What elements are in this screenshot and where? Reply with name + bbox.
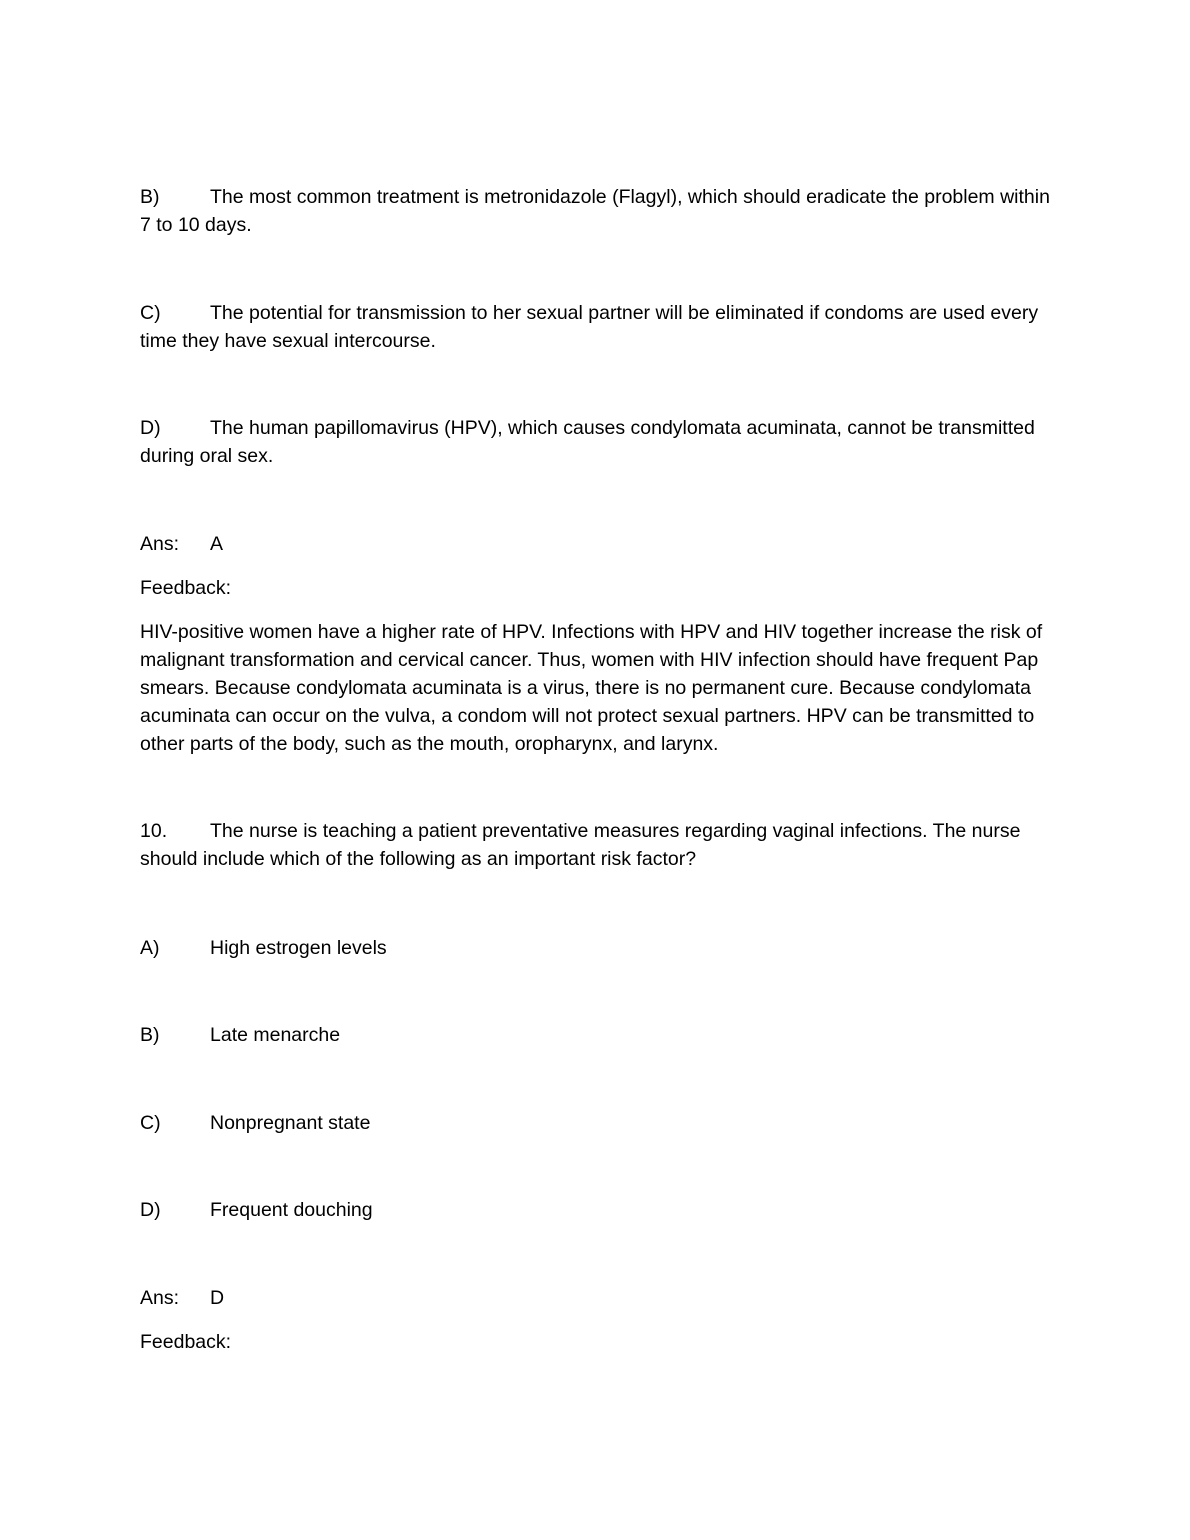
option-text: Nonpregnant state xyxy=(210,1112,371,1134)
answer-value: D xyxy=(210,1287,225,1309)
answer-label: Ans: xyxy=(140,1287,180,1309)
option-label: B) xyxy=(140,186,160,208)
option-text: Late menarche xyxy=(210,1024,341,1046)
option-label: D) xyxy=(140,417,161,439)
prev-option-d xyxy=(140,414,1060,470)
q10-feedback-label: Feedback: xyxy=(140,1331,232,1353)
prev-answer xyxy=(140,530,1060,558)
q10-option-d xyxy=(140,1196,1060,1224)
question-number: 10. xyxy=(140,820,168,842)
option-text: The human papillomavirus (HPV), which causes condylomata acuminata, cannot be transmitted during oral sex. xyxy=(140,417,1035,467)
q10-option-b xyxy=(140,1021,1060,1049)
option-text: High estrogen levels xyxy=(210,937,387,959)
answer-label: Ans: xyxy=(140,533,180,555)
option-label: A) xyxy=(140,937,160,959)
prev-option-b xyxy=(140,183,1060,239)
answer-value: A xyxy=(210,533,224,555)
prev-feedback-text: HIV-positive women have a higher rate of HPV. Infections with HPV and HIV together increase the risk of malignant transformation and cervical cancer. Thus, women with HIV infection should have frequent Pap smears. Because condylomata acuminata is a virus, there is no permanent cure. Because condylomata acuminata can occur on the vulva, a condom will not protect sexual partners. HPV can be transmitted to other parts of the body, such as the mouth, oropharynx, and larynx. xyxy=(140,621,1043,755)
option-text: The potential for transmission to her sexual partner will be eliminated if condoms are used every time they have sexual intercourse. xyxy=(140,302,1039,352)
option-label: B) xyxy=(140,1024,160,1046)
prev-feedback-label: Feedback: xyxy=(140,577,232,599)
question-text: The nurse is teaching a patient preventative measures regarding vaginal infections. The nurse should include which of the following as an important risk factor? xyxy=(140,820,1021,870)
option-text: The most common treatment is metronidazole (Flagyl), which should eradicate the problem within 7 to 10 days. xyxy=(140,186,1050,236)
option-text: Frequent douching xyxy=(210,1199,373,1221)
q10-answer xyxy=(140,1284,1060,1312)
option-label: D) xyxy=(140,1199,161,1221)
prev-option-c xyxy=(140,299,1060,355)
option-label: C) xyxy=(140,1112,161,1134)
q10-option-c xyxy=(140,1109,1060,1137)
question-10-stem xyxy=(140,817,1060,873)
q10-option-a xyxy=(140,934,1060,962)
option-label: C) xyxy=(140,302,161,324)
